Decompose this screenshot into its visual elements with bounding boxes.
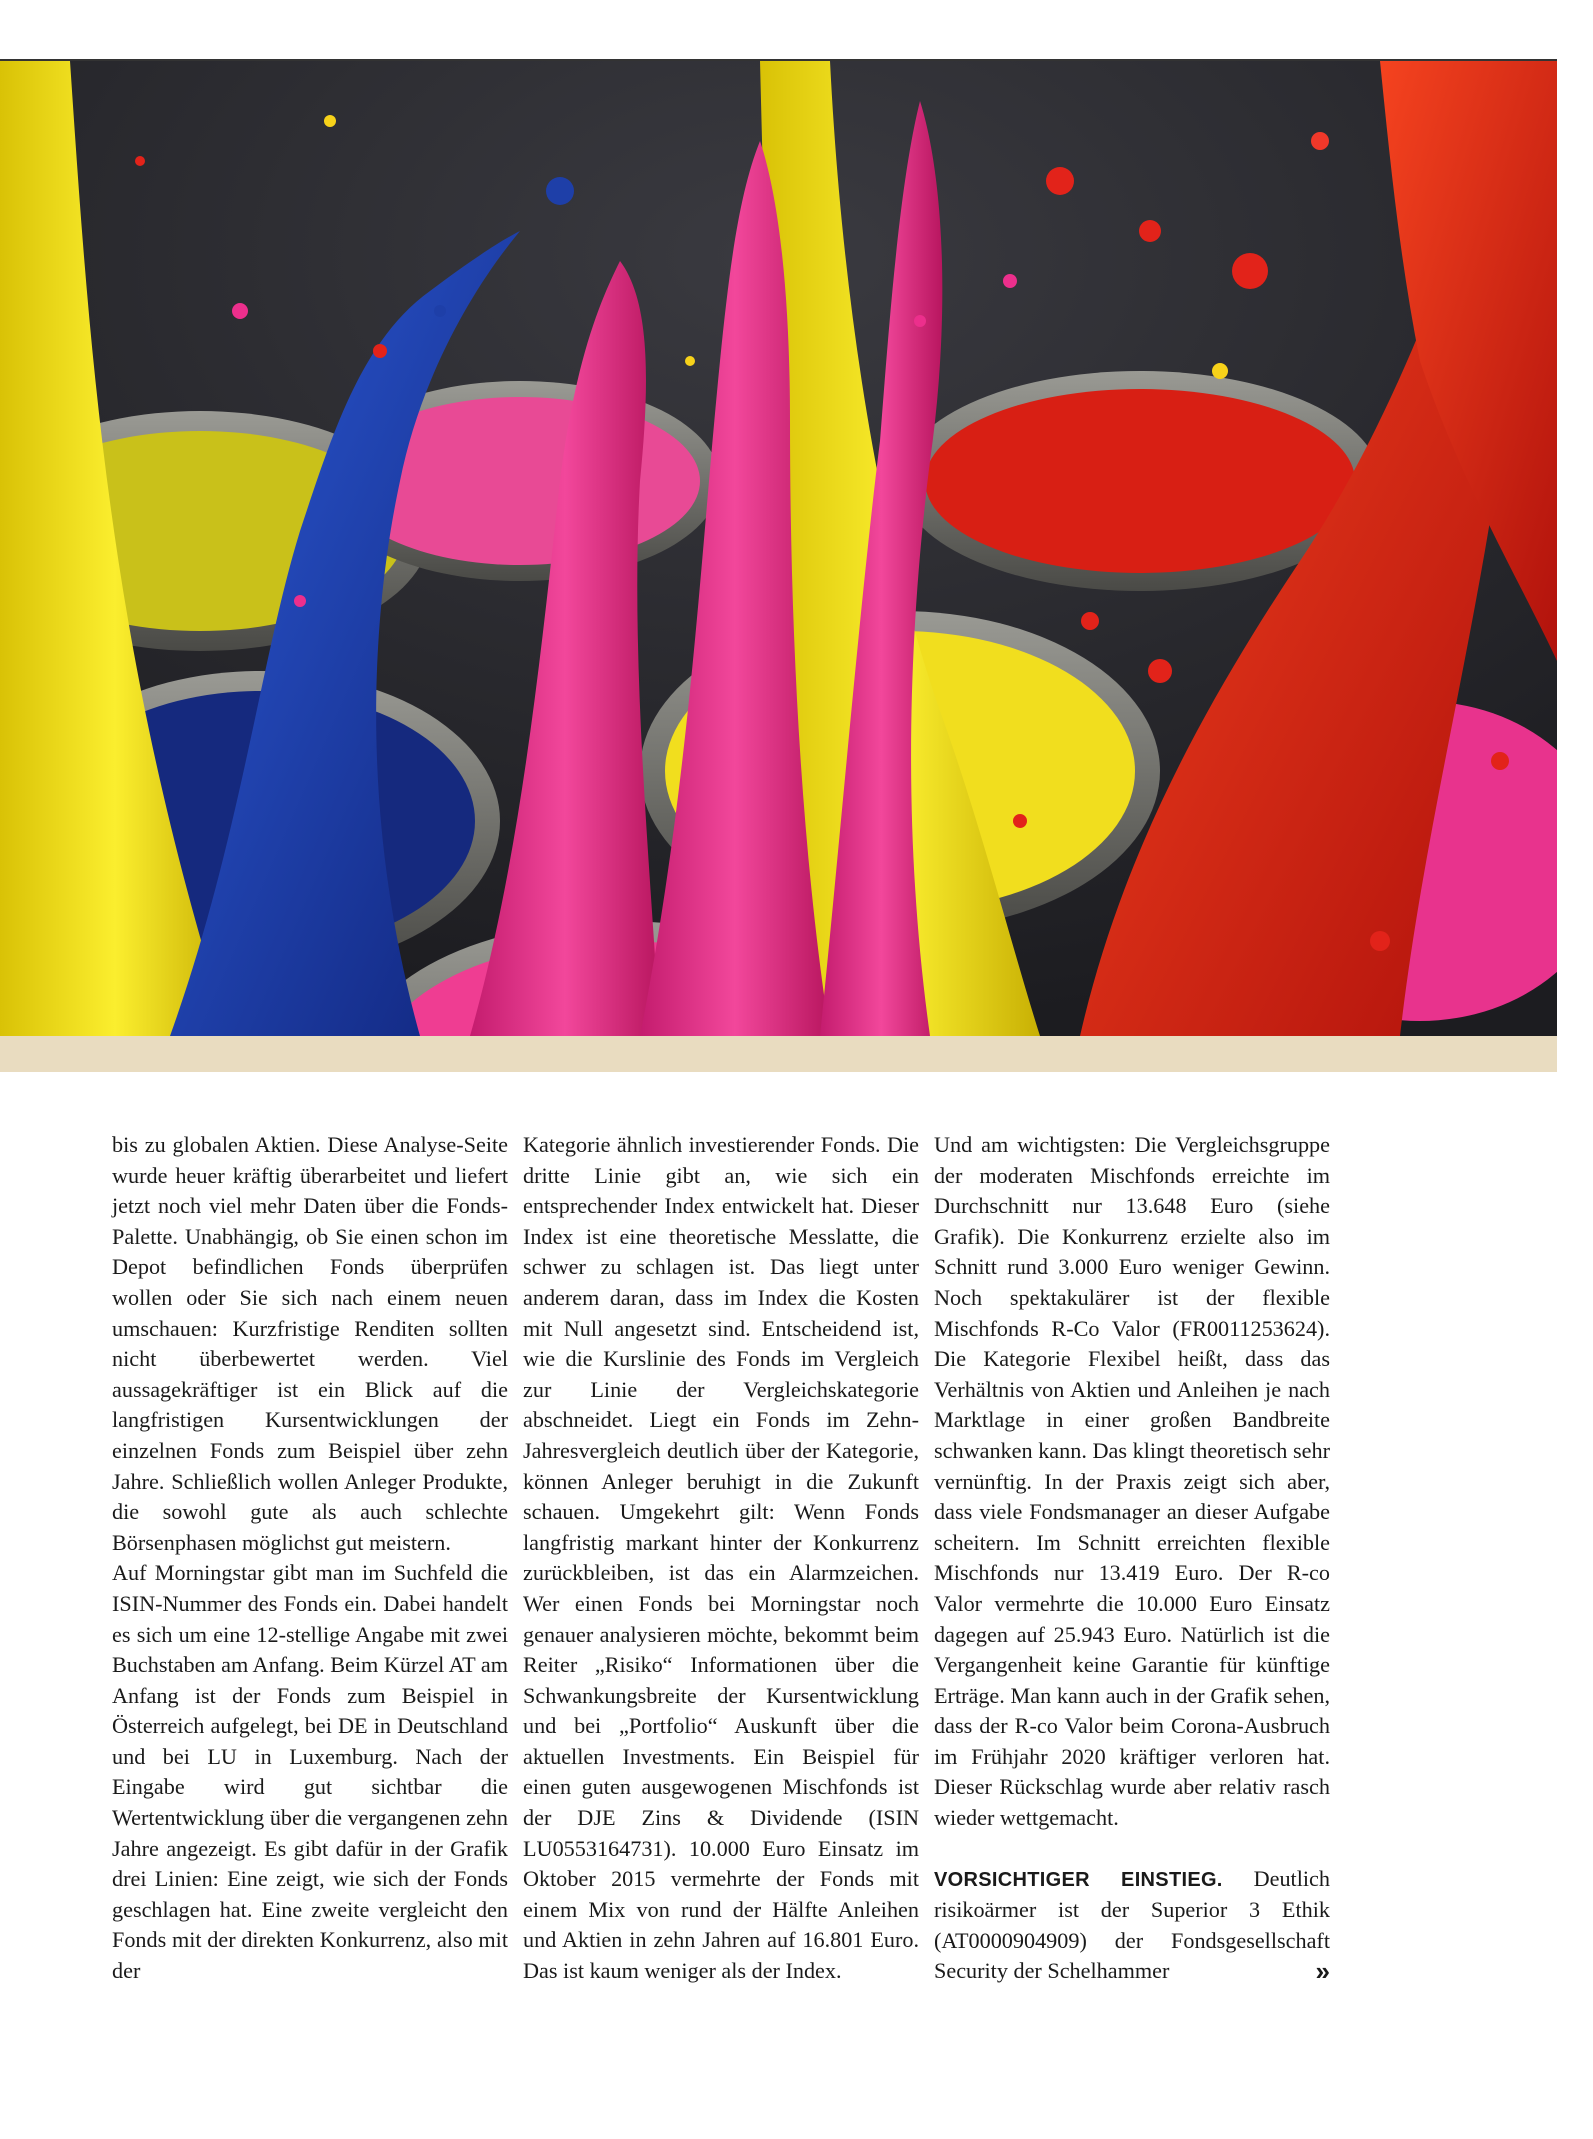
article-paragraph: bis zu globalen Aktien. Diese Analyse-Seite wurde heuer kräftig überarbeitet und liefert jetzt noch viel mehr Daten über die Fonds-Palette. Unabhängig, ob Sie einen schon im Depot befindlichen Fonds überprüfen wollen oder Sie sich nach einem neuen umschauen: Kurzfristige Renditen sollten nicht überbewertet werden. Viel aussagekräftiger ist ein Blick auf die langfristigen Kursentwicklungen der einzelnen Fonds zum Beispiel über zehn Jahre. Schließlich wollen Anleger Produkte, die sowohl gute als auch schlechte Börsenphasen möglichst gut meistern. bbox=[112, 1132, 508, 1555]
article-paragraph: Kategorie ähnlich investierender Fonds. Die dritte Linie gibt an, wie sich ein entsprechender Index entwickelt hat. Dieser Index ist eine theoretische Messlatte, die schwer zu schlagen ist. Das liegt unter anderem daran, dass im Index die Kosten mit Null angesetzt sind. Entscheidend ist, wie die Kurslinie des Fonds im Vergleich zur Linie der Vergleichskategorie abschneidet. Liegt ein Fonds im Zehn-Jahresvergleich deutlich über der Kategorie, können Anleger beruhigt in die Zukunft schauen. Umgekehrt gilt: Wenn Fonds langfristig markant hinter der Konkurrenz zurückbleiben, ist das ein Alarmzeichen. Wer einen Fonds bei Morningstar noch genauer analysieren möchte, bekommt beim Reiter „Risiko“ Informationen über die Schwankungsbreite der Kursentwicklung und bei „Portfolio“ Auskunft über die aktuellen Investments. Ein Beispiel für einen guten ausgewogenen Mischfonds ist der DJE Zins & Dividende (ISIN LU0553164731). 10.000 Euro Einsatz im Oktober 2015 vermehrte der Fonds mit einem Mix von rund der Hälfte Anleihen und Aktien in zehn Jahren auf 16.801 Euro. Das ist kaum weniger als der Index. bbox=[523, 1132, 919, 1984]
paint-splash-illustration bbox=[0, 61, 1557, 1036]
subhead: VORSICHTIGER EINSTIEG. bbox=[934, 1868, 1223, 1891]
paragraph-gap bbox=[934, 1834, 1330, 1864]
paint-splash-photo bbox=[0, 61, 1557, 1036]
article-paragraph: Und am wichtigsten: Die Vergleichsgruppe der moderaten Mischfonds erreichte im Durchschnitt nur 13.648 Euro (siehe Grafik). Die Konkurrenz erzielte also im Schnitt rund 3.000 Euro weniger Gewinn. Noch spektakulärer ist der flexible Mischfonds R-Co Valor (FR0011253624). Die Kategorie Flexibel heißt, dass das Verhältnis von Aktien und Anleihen je nach Marktlage in einer großen Bandbreite schwanken kann. Das klingt theoretisch sehr vernünftig. In der Praxis zeigt sich aber, dass viele Fondsmanager an dieser Aufgabe scheitern. Im Schnitt erreichten flexible Mischfonds nur 13.419 Euro. Der R-co Valor vermehrte die 10.000 Euro Einsatz dagegen auf 25.943 Euro. Natürlich ist die Vergangenheit keine Garantie für künftige Erträge. Man kann auch in der Grafik sehen, dass der R-co Valor beim Corona-Ausbruch im Frühjahr 2020 kräftiger verloren hat. Dieser Rückschlag wurde aber relativ rasch wieder wettgemacht. bbox=[934, 1132, 1330, 1831]
article-paragraph-with-subhead bbox=[934, 1864, 1330, 1987]
article-text: Deutlich risikoärmer ist der Superior 3 Ethik (AT0000904909) der Fondsgesellschaft Security der Schelhammer bbox=[934, 1865, 1330, 1984]
continue-arrow-icon: » bbox=[1315, 1956, 1330, 1987]
article-column-1 bbox=[112, 1130, 508, 1987]
article-paragraph: Auf Morningstar gibt man im Suchfeld die ISIN-Nummer des Fonds ein. Dabei handelt es sich um eine 12-stellige Angabe mit zwei Buchstaben am Anfang. Beim Kürzel AT am Anfang ist der Fonds zum Beispiel in Österreich aufgelegt, bei DE in Deutschland und bei LU in Luxemburg. Nach der Eingabe wird gut sichtbar die Wertentwicklung über die vergangenen zehn Jahre angezeigt. Es gibt dafür in der Grafik drei Linien: Eine zeigt, wie sich der Fonds geschlagen hat. Eine zweite vergleicht den Fonds mit der direkten Konkurrenz, also mit der bbox=[112, 1560, 508, 1984]
photo-caption-strip bbox=[0, 1036, 1557, 1072]
article-column-2 bbox=[523, 1130, 919, 1987]
article-column-3 bbox=[934, 1130, 1330, 1987]
